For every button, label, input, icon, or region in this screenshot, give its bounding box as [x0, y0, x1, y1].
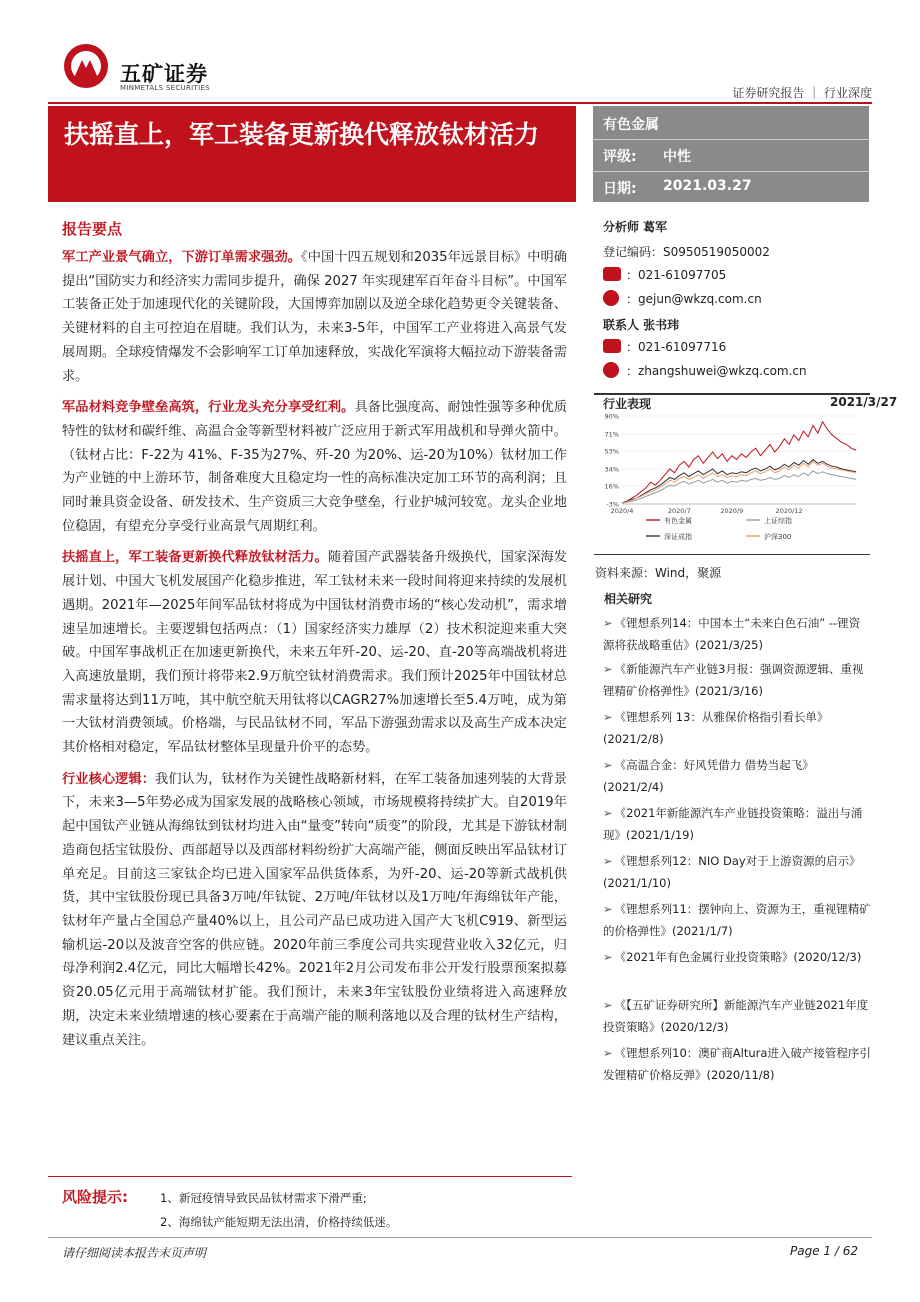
section-heading: 报告要点 — [62, 220, 123, 238]
related-research-text: 《锂想系列12：NIO Day对于上游资源的启示》(2021/1/10) — [603, 854, 861, 890]
email-icon — [603, 290, 619, 306]
related-research-text: 《锂想系列10：澳矿商Altura进入破产接管程序引发锂精矿价格反弹》(2020/11/8) — [603, 1046, 871, 1082]
related-research-item[interactable] — [603, 612, 871, 656]
related-research-text: 《锂想系列 13：从雅保价格指引看长单》(2021/2/8) — [603, 710, 829, 746]
related-research-text: 《2021年新能源汽车产业链投资策略：溢出与涌现》(2021/1/19) — [603, 806, 863, 842]
rating-divider — [593, 139, 869, 140]
arrow-icon: ➢ — [603, 662, 613, 676]
contact-email: ：zhangshuwei@wkzq.com.cn — [626, 364, 807, 378]
x-tick-label: 2020/4 — [610, 507, 634, 515]
x-tick-label: 2020/9 — [720, 507, 744, 515]
brand-name: 五矿证券 — [120, 62, 208, 86]
x-tick-label: 2020/7 — [667, 507, 691, 515]
paragraph-lead: 扶摇直上，军工装备更新换代释放钛材活力。 — [62, 550, 328, 566]
arrow-icon: ➢ — [603, 758, 613, 772]
paragraph — [62, 396, 567, 538]
related-research-text: 《锂想系列14：中国本土“未来白色石油” --锂资源将获战略重估》(2021/3/25) — [603, 616, 861, 652]
risk-item: 2、海绵钛产能短期无法出清，价格持续低迷。 — [160, 1215, 398, 1229]
paragraph-lead: 军品材料竞争壁垒高筑，行业龙头充分享受红利。 — [62, 400, 355, 416]
paragraph — [62, 246, 567, 388]
related-research-item[interactable] — [603, 994, 871, 1038]
header-divider — [48, 102, 872, 104]
y-tick-label: 53% — [604, 447, 619, 456]
y-tick-label: 34% — [604, 465, 619, 474]
report-type: 证券研究报告 ｜ 行业深度 — [732, 86, 872, 100]
footer-disclaimer: 请仔细阅读本报告末页声明 — [62, 1246, 207, 1260]
analyst-email: ：gejun@wkzq.com.cn — [626, 292, 762, 306]
paragraph — [62, 546, 567, 759]
analyst-name: 分析师 葛军 — [603, 220, 668, 234]
paragraph-lead: 行业核心逻辑： — [62, 771, 156, 787]
industry-performance-chart — [594, 408, 870, 548]
chart-bottom-divider — [594, 554, 870, 555]
related-research-text: 《高温合金：好风凭借力 借势当起飞》(2021/2/4) — [603, 758, 814, 794]
y-tick-label: 71% — [604, 430, 619, 439]
related-research-item[interactable] — [603, 850, 871, 894]
analyst-reg: 登记编码：S0950519050002 — [603, 245, 770, 259]
contact-phone: ：021-61097716 — [626, 340, 727, 354]
related-research-text: 《2021年有色金属行业投资策略》(2020/12/3) — [614, 950, 862, 964]
y-tick-label: 90% — [604, 412, 619, 421]
page-number: Page 1 / 62 — [790, 1244, 858, 1258]
chart-date: 2021/3/27 — [830, 395, 898, 409]
related-research-text: 《新能源汽车产业链3月报：强调资源逻辑、重视锂精矿价格弹性》(2021/3/16) — [603, 662, 864, 698]
legend-label: 上证综指 — [764, 517, 792, 525]
rating-value: 中性 — [663, 149, 691, 165]
y-tick-label: -3% — [606, 500, 619, 509]
related-research-item[interactable] — [603, 754, 871, 798]
phone-icon — [603, 267, 621, 281]
company-logo — [62, 42, 110, 90]
date-divider — [593, 171, 869, 172]
paragraph-text: 我们认为，钛材作为关键性战略新材料，在军工装备加速列装的大背景下，未来3—5年势必成为国家发展的战略核心领域，市场规模将持续扩大。自2019年起中国钛产业链从海绵钛到钛材均进入由“量变”转向“质变”的阶段，尤其是下游钛材制造商包括宝钛股份、西部超导以及西部材料纷纷扩大高端产能，侧面反映出军品钛材订单充足。目前这三家钛企均已进入国家军品供货体系，为歼-20、运-20等新式战机供货，其中宝钛股份现已具备3万吨/年钛锭、2万吨/年钛材以及1万吨/年海绵钛年产能，钛材年产量占全国总产量40%以上，且公司产品已成功进入国产大飞机C919、新型运输机运-20以及波音空客的供应链。2020年前三季度公司共实现营业收入32亿元，归母净利润2.4亿元，同比大幅增长42%。2021年2月公司发布非公开发行股票预案拟募资20.05亿元用于高端钛材扩能。我们预计，未来3年宝钛股份业绩将进入高速释放期，决定未来业绩增速的核心要素在于高端产能的顺利落地以及合理的钛材生产结构，建议重点关注。 — [62, 771, 567, 1048]
risk-label: 风险提示: — [62, 1188, 128, 1206]
legend-label: 有色金属 — [664, 517, 692, 525]
arrow-icon: ➢ — [603, 902, 613, 916]
paragraph-lead: 军工产业景气确立，下游订单需求强劲。 — [62, 250, 302, 265]
series-line — [622, 461, 856, 503]
date-value: 2021.03.27 — [663, 178, 752, 194]
rating-label: 评级: — [603, 149, 637, 165]
legend-label: 深证成指 — [664, 533, 692, 541]
arrow-icon: ➢ — [603, 710, 613, 724]
arrow-icon: ➢ — [603, 616, 613, 630]
related-research-item[interactable] — [603, 946, 871, 968]
brand-name-en: MINMETALS SECURITIES — [120, 84, 210, 92]
arrow-icon: ➢ — [603, 998, 613, 1012]
rating-box — [593, 106, 869, 202]
related-research-item[interactable] — [603, 1042, 871, 1086]
chart-title: 行业表现 — [603, 397, 652, 411]
paragraph-text: 《中国十四五规划和2035年远景目标》中明确提出“国防实力和经济实力需同步提升，确保 2027 年实现建军百年奋斗目标”。中国军工装备正处于加速现代化的关键阶段，大国博弈加剧以及逆全球化趋势更令关键装备、关键材料的自主可控迫在眉睫。我们认为，未来3-5年，中国军工产业将进入高景气发展周期。全球疫情爆发不会影响军工订单加速释放，实战化军演将大幅拉动下游装备需求。 — [62, 250, 567, 384]
related-research-item[interactable] — [603, 658, 871, 702]
paragraph — [62, 768, 567, 1052]
industry-label: 有色金属 — [603, 117, 659, 133]
y-tick-label: 16% — [604, 482, 619, 491]
footer-divider — [48, 1237, 872, 1238]
report-body — [62, 246, 567, 1060]
arrow-icon: ➢ — [603, 950, 613, 964]
related-research-text: 《锂想系列11：摆钟向上、资源为王，重视锂精矿的价格弹性》(2021/1/7) — [603, 902, 871, 938]
date-label: 日期: — [603, 181, 637, 197]
arrow-icon: ➢ — [603, 806, 613, 820]
report-title: 扶摇直上，军工装备更新换代释放钛材活力 — [48, 106, 576, 202]
related-research-item[interactable] — [603, 802, 871, 846]
legend-label: 沪深300 — [764, 533, 792, 541]
x-tick-label: 2020/12 — [775, 507, 803, 515]
data-source: 资料来源：Wind，聚源 — [595, 566, 722, 580]
risk-item: 1、新冠疫情导致民品钛材需求下滑严重; — [160, 1191, 367, 1205]
related-research-title: 相关研究 — [604, 592, 653, 606]
risk-divider — [48, 1176, 572, 1177]
related-research-item[interactable] — [603, 898, 871, 942]
phone-icon — [603, 339, 621, 353]
analyst-phone: ：021-61097705 — [626, 268, 727, 282]
contact-name: 联系人 张书玮 — [603, 318, 680, 332]
arrow-icon: ➢ — [603, 1046, 613, 1060]
related-research-text: 《【五矿证券研究所】新能源汽车产业链2021年度投资策略》(2020/12/3) — [603, 998, 869, 1034]
paragraph-text: 随着国产武器装备升级换代，国家深海发展计划、中国大飞机发展国产化稳步推进，军工钛材未来一段时间将迎来持续的发展机遇期。2021年—2025年间军品钛材将成为中国钛材消费市场的“核心发动机”，需求增速呈加速增长。主要逻辑包括两点：（1）国家经济实力雄厚（2）技术积淀迎来重大突破。中国军事战机正在加速更新换代，未来五年歼-20、运-20、直-20等高端战机将进入高速放量期，我们预计将带来2.9万航空钛材消费需求。我们预计2025年中国钛材总需求量将达到11万吨，其中航空航天用钛将以CAGR27%加速增长至5.4万吨，成为第一大钛材消费领域。价格端，与民品钛材不同，军品下游强劲需求以及高生产成本决定其价格相对稳定，军品钛材整体呈现量升价平的态势。 — [62, 550, 567, 756]
arrow-icon: ➢ — [603, 854, 613, 868]
paragraph-text: 具备比强度高、耐蚀性强等多种优质特性的钛材和碳纤维、高温合金等新型材料被广泛应用于新式军用战机和导弹火箭中。（钛材占比：F-22为 41%、F-35为27%、歼-20 为20%、运-20为10%）钛材加工作为产业链的中上游环节，制备难度大且稳定均一性的高标准决定加工环节的高利润；且同时兼具资金设备、研发技术、生产资质三大竞争壁垒，行业护城河较宽。龙头企业地位稳固，有望充分享受行业高景气周期红利。 — [62, 400, 568, 534]
email-icon — [603, 362, 619, 378]
related-research-item[interactable] — [603, 706, 871, 750]
